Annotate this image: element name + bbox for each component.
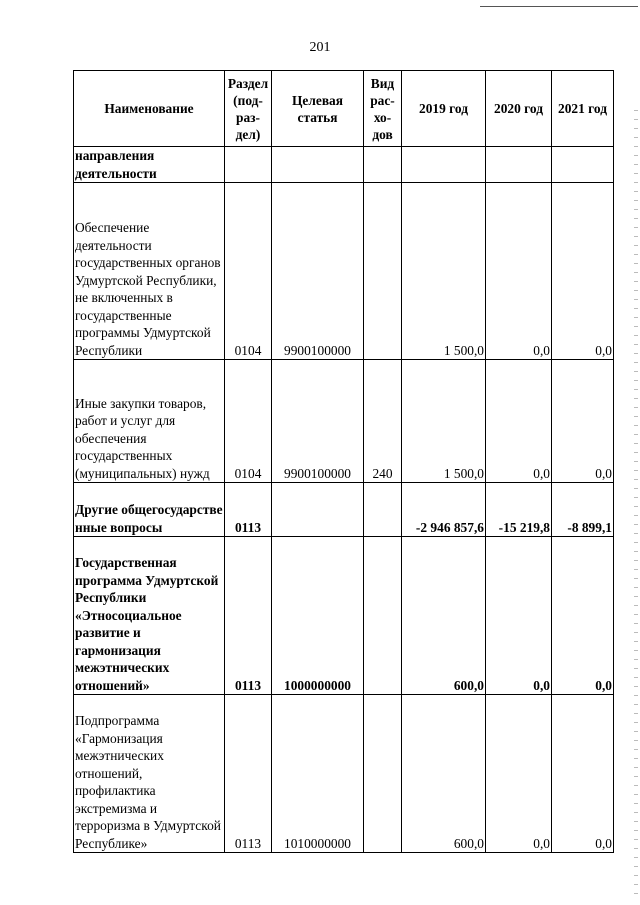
row-2021: 0,0 <box>552 537 614 695</box>
row-expense-type <box>364 537 402 695</box>
row-expense-type <box>364 183 402 360</box>
row-section: 0113 <box>225 537 272 695</box>
row-name: Другие общегосударственные вопросы <box>74 483 225 537</box>
table-row <box>74 183 614 360</box>
row-2021: 0,0 <box>552 360 614 483</box>
row-name: Государственная программа Удмуртской Республики «Этносоциальное развитие и гармонизация межэтнических отношений» <box>74 537 225 695</box>
row-name: Подпрограмма «Гармонизация межэтнических отношений, профилактика экстремизма и терроризма в Удмуртской Республике» <box>74 695 225 853</box>
header-expense-type: Вид рас- хо- дов <box>364 71 402 147</box>
header-section: Раздел (под- раз- дел) <box>225 71 272 147</box>
row-2021: -8 899,1 <box>552 483 614 537</box>
row-2021: 0,0 <box>552 183 614 360</box>
header-2021: 2021 год <box>552 71 614 147</box>
row-expense-type <box>364 483 402 537</box>
row-target: 1010000000 <box>272 695 364 853</box>
scan-top-line <box>480 6 638 7</box>
header-target: Целевая статья <box>272 71 364 147</box>
header-2019: 2019 год <box>402 71 486 147</box>
table-header-row <box>74 71 614 147</box>
row-name: Иные закупки товаров, работ и услуг для обеспечения государственных (муниципальных) нужд <box>74 360 225 483</box>
row-target <box>272 147 364 183</box>
row-target <box>272 483 364 537</box>
row-2020: 0,0 <box>486 360 552 483</box>
header-name: Наименование <box>74 71 225 147</box>
row-section: 0113 <box>225 483 272 537</box>
row-2020 <box>486 147 552 183</box>
row-section: 0104 <box>225 183 272 360</box>
row-2020: 0,0 <box>486 695 552 853</box>
row-2019: 600,0 <box>402 537 486 695</box>
row-target: 1000000000 <box>272 537 364 695</box>
row-2021 <box>552 147 614 183</box>
row-name: Обеспечение деятельности государственных органов Удмуртской Республики, не включенных в государственные программы Удмуртской Республики <box>74 183 225 360</box>
row-2021: 0,0 <box>552 695 614 853</box>
row-2019 <box>402 147 486 183</box>
row-2020: 0,0 <box>486 537 552 695</box>
row-section <box>225 147 272 183</box>
row-expense-type <box>364 695 402 853</box>
row-name: направления деятельности <box>74 147 225 183</box>
table-row <box>74 695 614 853</box>
row-section: 0104 <box>225 360 272 483</box>
budget-table <box>73 70 614 853</box>
table-row <box>74 483 614 537</box>
row-section: 0113 <box>225 695 272 853</box>
row-2019: 1 500,0 <box>402 183 486 360</box>
row-expense-type: 240 <box>364 360 402 483</box>
row-2019: -2 946 857,6 <box>402 483 486 537</box>
table-row <box>74 360 614 483</box>
row-target: 9900100000 <box>272 183 364 360</box>
header-2020: 2020 год <box>486 71 552 147</box>
table-row <box>74 537 614 695</box>
row-2020: -15 219,8 <box>486 483 552 537</box>
row-2019: 600,0 <box>402 695 486 853</box>
row-target: 9900100000 <box>272 360 364 483</box>
row-2020: 0,0 <box>486 183 552 360</box>
table-row <box>74 147 614 183</box>
row-2019: 1 500,0 <box>402 360 486 483</box>
row-expense-type <box>364 147 402 183</box>
scan-edge-marks <box>634 110 638 900</box>
page-number: 201 <box>309 40 331 55</box>
